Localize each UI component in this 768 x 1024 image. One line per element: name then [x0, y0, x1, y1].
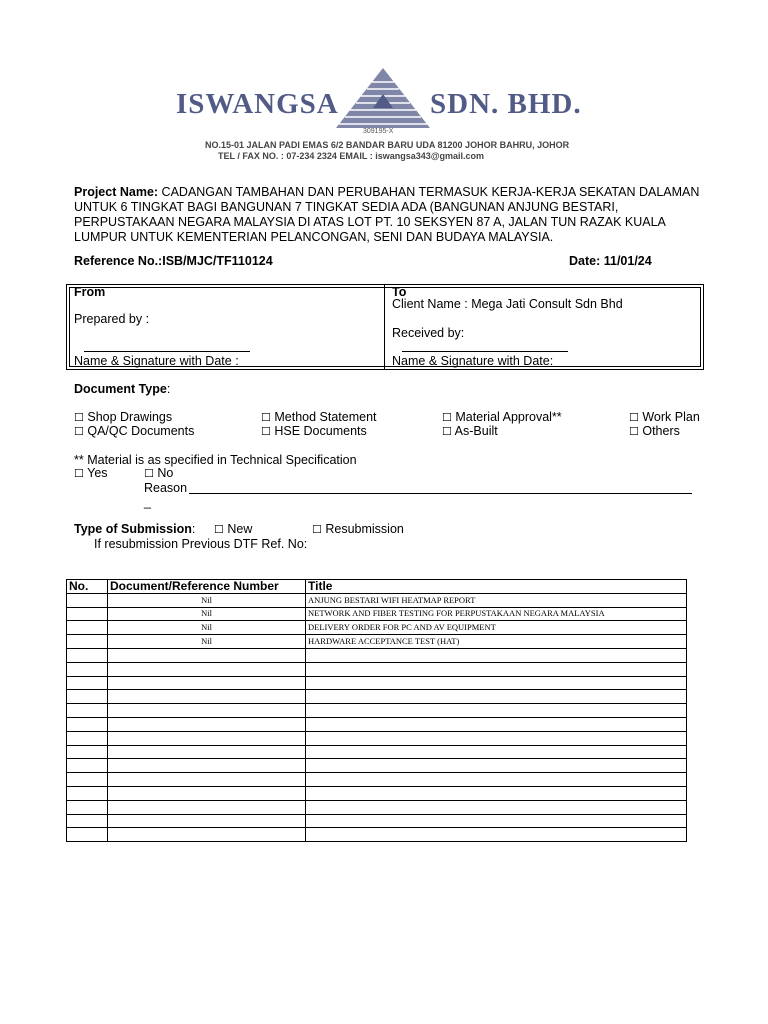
submission-type-label: Type of Submission	[74, 522, 192, 536]
cell-no	[67, 676, 108, 690]
to-name-signature-label: Name & Signature with Date:	[392, 354, 554, 368]
option-label: Shop Drawings	[87, 410, 173, 424]
table-row	[67, 593, 687, 607]
checkbox-icon[interactable]: ☐	[214, 523, 224, 536]
option-label: QA/QC Documents	[87, 424, 195, 438]
checkbox-icon[interactable]: ☐	[629, 411, 639, 424]
reason-line[interactable]	[189, 493, 692, 494]
option-yes[interactable]	[74, 466, 108, 481]
checkbox-icon[interactable]: ☐	[144, 467, 154, 480]
cell-reference	[108, 648, 306, 662]
cell-reference	[108, 828, 306, 842]
from-to-divider	[384, 285, 385, 369]
company-name-left: ISWANGSA	[176, 88, 339, 120]
reference-number: Reference No.:ISB/MJC/TF110124	[74, 254, 273, 268]
checkbox-icon[interactable]: ☐	[74, 425, 84, 438]
cell-reference	[108, 814, 306, 828]
cell-reference	[108, 759, 306, 773]
checkbox-icon[interactable]: ☐	[74, 467, 84, 480]
option-new[interactable]	[214, 522, 252, 537]
submission-type-colon: :	[191, 522, 196, 536]
option-label: Material Approval**	[455, 410, 562, 424]
table-row	[67, 786, 687, 800]
from-signature-line	[84, 351, 250, 352]
cell-reference: Nil	[108, 635, 306, 649]
prepared-by-label: Prepared by :	[74, 312, 150, 326]
option-as-built[interactable]	[442, 424, 498, 439]
documents-table-body	[67, 593, 687, 841]
cell-title	[306, 676, 687, 690]
option-label: New	[227, 522, 253, 536]
cell-no	[67, 800, 108, 814]
cell-title: ANJUNG BESTARI WIFI HEATMAP REPORT	[306, 593, 687, 607]
cell-title: DELIVERY ORDER FOR PC AND AV EQUIPMENT	[306, 621, 687, 635]
cell-title: HARDWARE ACCEPTANCE TEST (HAT)	[306, 635, 687, 649]
header-no: No.	[67, 580, 108, 594]
option-hse-documents[interactable]	[261, 424, 367, 439]
option-label: Work Plan	[642, 410, 700, 424]
cell-reference: Nil	[108, 607, 306, 621]
table-row	[67, 731, 687, 745]
option-label: Others	[642, 424, 680, 438]
option-label: Resubmission	[325, 522, 404, 536]
project-name-block	[74, 185, 714, 245]
cell-no	[67, 635, 108, 649]
company-name-right: SDN. BHD.	[430, 88, 582, 120]
document-type-label: Document Type	[74, 382, 167, 396]
cell-reference	[108, 786, 306, 800]
cell-title	[306, 648, 687, 662]
table-row	[67, 662, 687, 676]
cell-no	[67, 717, 108, 731]
cell-title	[306, 745, 687, 759]
cell-reference	[108, 676, 306, 690]
submission-type-heading	[74, 522, 195, 537]
project-name-label: Project Name:	[74, 185, 159, 199]
client-name: Client Name : Mega Jati Consult Sdn Bhd	[392, 297, 623, 311]
cell-no	[67, 593, 108, 607]
company-contact: TEL / FAX NO. : 07-234 2324 EMAIL : iswangsa343@gmail.com	[218, 151, 485, 161]
cell-no	[67, 759, 108, 773]
checkbox-icon[interactable]: ☐	[74, 411, 84, 424]
table-row	[67, 773, 687, 787]
option-label: No	[157, 466, 174, 480]
option-others[interactable]	[629, 424, 680, 439]
company-address: NO.15-01 JALAN PADI EMAS 6/2 BANDAR BARU UDA 81200 JOHOR BAHRU, JOHOR	[205, 140, 570, 150]
cell-title	[306, 731, 687, 745]
checkbox-icon[interactable]: ☐	[629, 425, 639, 438]
company-logo-icon	[333, 66, 433, 132]
cell-reference	[108, 773, 306, 787]
table-row	[67, 704, 687, 718]
option-label: HSE Documents	[274, 424, 367, 438]
cell-title	[306, 773, 687, 787]
cell-reference	[108, 662, 306, 676]
cell-reference: Nil	[108, 621, 306, 635]
cell-title	[306, 828, 687, 842]
table-row	[67, 745, 687, 759]
cell-title	[306, 814, 687, 828]
checkbox-icon[interactable]: ☐	[442, 411, 452, 424]
cell-title	[306, 704, 687, 718]
table-row	[67, 676, 687, 690]
checkbox-icon[interactable]: ☐	[261, 411, 271, 424]
material-note: ** Material is as specified in Technical Specification	[74, 453, 357, 467]
table-row	[67, 717, 687, 731]
received-by-label: Received by:	[392, 326, 465, 340]
cell-no	[67, 648, 108, 662]
table-header-row	[67, 580, 687, 594]
document-type-heading	[74, 382, 170, 397]
registration-number: 309195-X	[363, 128, 394, 135]
table-row	[67, 648, 687, 662]
option-no[interactable]	[144, 466, 173, 481]
from-name-signature-label: Name & Signature with Date :	[74, 354, 239, 368]
table-row	[67, 759, 687, 773]
table-row	[67, 607, 687, 621]
cell-reference	[108, 745, 306, 759]
header-title: Title	[306, 580, 687, 594]
cell-title	[306, 800, 687, 814]
checkbox-icon[interactable]: ☐	[312, 523, 322, 536]
cell-reference: Nil	[108, 593, 306, 607]
previous-dtf-ref: If resubmission Previous DTF Ref. No:	[94, 537, 308, 551]
from-heading: From	[74, 285, 106, 299]
cell-no	[67, 607, 108, 621]
cell-title	[306, 662, 687, 676]
cell-no	[67, 745, 108, 759]
header-reference: Document/Reference Number	[108, 580, 306, 594]
cell-no	[67, 814, 108, 828]
cell-reference	[108, 731, 306, 745]
cell-title	[306, 690, 687, 704]
cell-reference	[108, 704, 306, 718]
option-label: As-Built	[454, 424, 498, 438]
project-name-value: CADANGAN TAMBAHAN DAN PERUBAHAN TERMASUK KERJA-KERJA SEKATAN DALAMAN UNTUK 6 TINGKAT BAGI BANGUNAN 7 TINGKAT SEDIA ADA (BANGUNAN ANJUNG BESTARI, PERPUSTAKAAN NEGARA MALAYSIA DI ATAS LOT PT. 10 SEKSYEN 87 A, JALAN TUN RAZAK KUALA LUMPUR UNTUK KEMENTERIAN PELANCONGAN, SENI DAN BUDAYA MALAYSIA.	[74, 185, 700, 244]
reason-continuation: _	[144, 495, 151, 509]
option-method-statement[interactable]	[261, 410, 377, 425]
table-row	[67, 635, 687, 649]
cell-reference	[108, 717, 306, 731]
cell-no	[67, 828, 108, 842]
table-row	[67, 621, 687, 635]
option-label: Yes	[87, 466, 108, 480]
cell-no	[67, 662, 108, 676]
table-row	[67, 690, 687, 704]
table-row	[67, 800, 687, 814]
cell-reference	[108, 800, 306, 814]
cell-reference	[108, 690, 306, 704]
option-work-plan[interactable]	[629, 410, 700, 425]
cell-no	[67, 690, 108, 704]
cell-no	[67, 621, 108, 635]
cell-no	[67, 786, 108, 800]
option-material-approval[interactable]	[442, 410, 562, 425]
option-label: Method Statement	[274, 410, 377, 424]
document-date: Date: 11/01/24	[569, 254, 652, 268]
option-qaqc-documents[interactable]	[74, 424, 194, 439]
cell-title	[306, 786, 687, 800]
cell-title: NETWORK AND FIBER TESTING FOR PERPUSTAKAAN NEGARA MALAYSIA	[306, 607, 687, 621]
cell-no	[67, 731, 108, 745]
cell-title	[306, 759, 687, 773]
option-shop-drawings[interactable]	[74, 410, 172, 425]
table-row	[67, 814, 687, 828]
to-signature-line	[402, 351, 568, 352]
reason-label: Reason	[144, 481, 188, 495]
to-heading: To	[392, 285, 407, 299]
checkbox-icon[interactable]: ☐	[261, 425, 271, 438]
cell-no	[67, 704, 108, 718]
option-resubmission[interactable]	[312, 522, 404, 537]
table-row	[67, 828, 687, 842]
document-type-colon: :	[166, 382, 171, 396]
cell-title	[306, 717, 687, 731]
checkbox-icon[interactable]: ☐	[442, 425, 452, 438]
cell-no	[67, 773, 108, 787]
documents-table	[66, 579, 687, 842]
